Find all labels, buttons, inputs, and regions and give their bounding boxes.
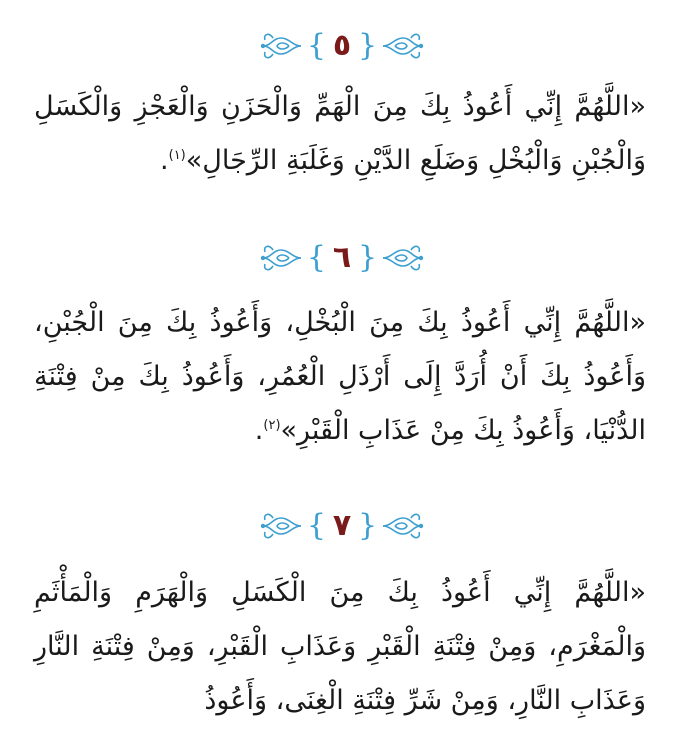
section-number: ٦	[332, 240, 352, 275]
sentence-end: .	[254, 415, 264, 446]
footnote-marker: (١)	[168, 148, 186, 163]
floral-ornament-icon	[259, 28, 303, 64]
floral-ornament-icon	[259, 508, 303, 544]
footnote-marker: (٢)	[263, 418, 281, 433]
sentence-end: .	[160, 145, 169, 176]
hadith-text	[34, 566, 646, 728]
ornament-brace-right: }	[358, 240, 378, 275]
ornament-brace-right: }	[358, 508, 378, 543]
hadith-text	[34, 80, 646, 188]
floral-ornament-icon	[381, 508, 425, 544]
hadith-text	[34, 296, 646, 458]
ornament-brace-left: {	[306, 508, 326, 543]
floral-ornament-icon	[259, 240, 303, 276]
section-heading-ornament	[0, 24, 684, 68]
hadith-body: «اللَّهُمَّ إِنِّي أَعُوذُ بِكَ مِنَ الْبُخْلِ، وَأَعُوذُ بِكَ مِنَ الْجُبْنِ، وَأَعُوذُ بِكَ أَنْ أُرَدَّ إِلَى أَرْذَلِ الْعُمُرِ، وَأَعُوذُ بِكَ مِنْ فِتْنَةِ الدُّنْيَا، وَأَعُوذُ بِكَ مِنْ عَذَابِ الْقَبْرِ»	[34, 307, 646, 446]
ornament-brace-right: }	[358, 28, 378, 63]
ornament-brace-left: {	[306, 240, 326, 275]
hadith-body: «اللَّهُمَّ إِنِّي أَعُوذُ بِكَ مِنَ الْهَمِّ وَالْحَزَنِ وَالْعَجْزِ وَالْكَسَلِ وَالْجُبْنِ وَالْبُخْلِ وَضَلَعِ الدَّيْنِ وَغَلَبَةِ الرِّجَالِ»	[34, 91, 646, 176]
ornament-brace-left: {	[306, 28, 326, 63]
section-number: ٧	[332, 508, 352, 543]
section-heading-ornament	[0, 236, 684, 280]
section-heading-ornament	[0, 504, 684, 548]
section-number: ٥	[332, 28, 352, 63]
hadith-body: «اللَّهُمَّ إِنِّي أَعُوذُ بِكَ مِنَ الْكَسَلِ وَالْهَرَمِ وَالْمَأْثَمِ وَالْمَغْرَمِ، وَمِنْ فِتْنَةِ الْقَبْرِ وَعَذَابِ الْقَبْرِ، وَمِنْ فِتْنَةِ النَّارِ وَعَذَابِ النَّارِ، وَمِنْ شَرِّ فِتْنَةِ الْغِنَى، وَأَعُوذُ	[34, 577, 646, 716]
floral-ornament-icon	[381, 28, 425, 64]
floral-ornament-icon	[381, 240, 425, 276]
